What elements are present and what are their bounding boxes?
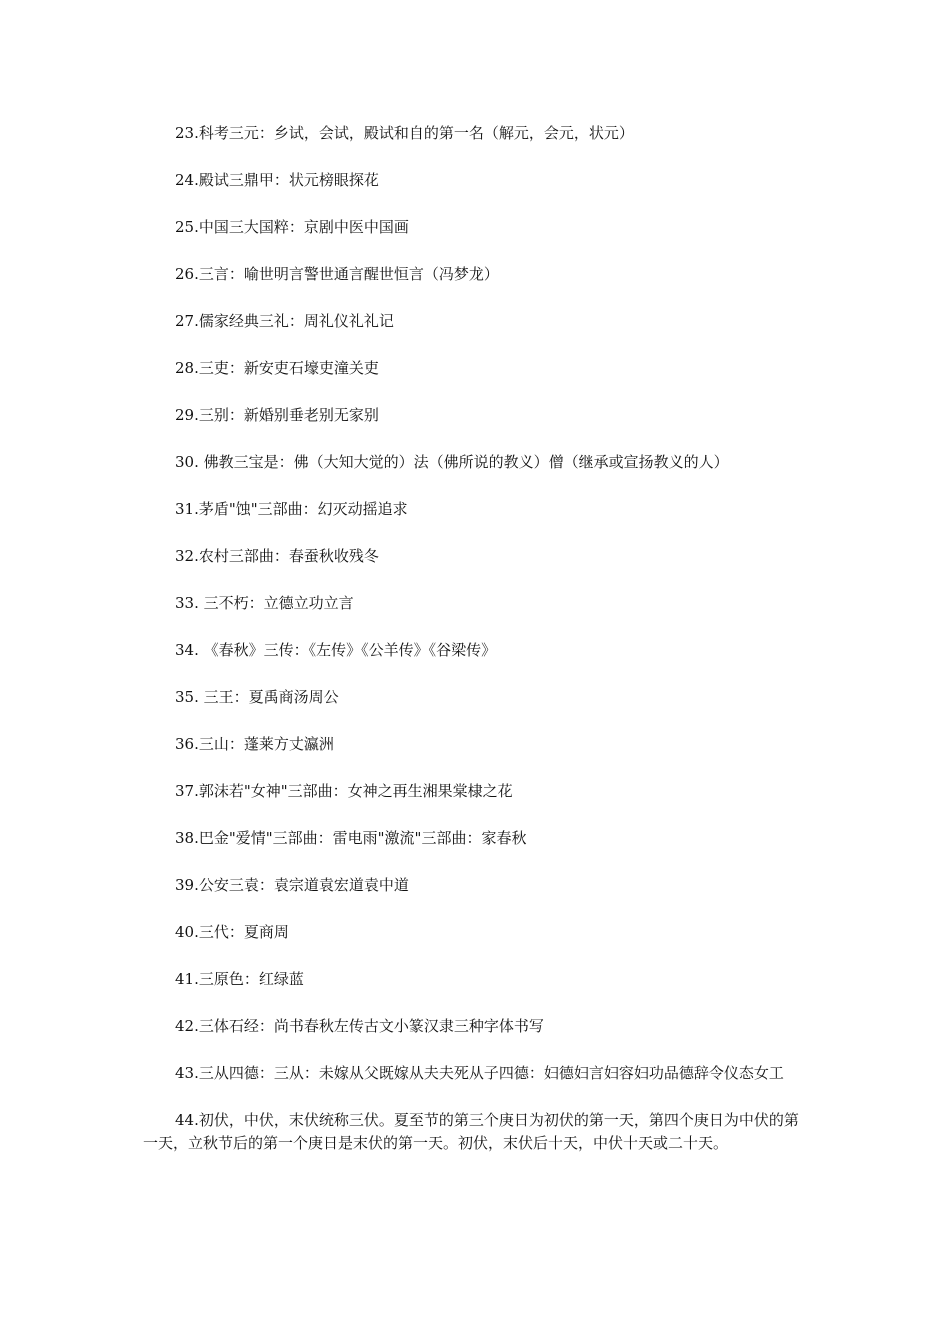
list-item-24: 24.殿试三鼎甲：状元榜眼探花 <box>175 171 379 189</box>
list-item-35: 35. 三王：夏禹商汤周公 <box>175 688 339 706</box>
list-item-41: 41.三原色：红绿蓝 <box>175 970 304 988</box>
list-item-40: 40.三代：夏商周 <box>175 923 289 941</box>
list-item-33: 33. 三不朽：立德立功立言 <box>175 594 354 612</box>
list-item-37: 37.郭沫若"女神"三部曲：女神之再生湘果棠棣之花 <box>175 782 513 800</box>
list-item-34: 34. 《春秋》三传：《左传》《公羊传》《谷梁传》 <box>175 641 497 659</box>
list-item-38: 38.巴金"爱情"三部曲：雷电雨"激流"三部曲：家春秋 <box>175 829 527 847</box>
list-item-39: 39.公安三袁：袁宗道袁宏道袁中道 <box>175 876 409 894</box>
list-item-23: 23.科考三元：乡试，会试，殿试和自的第一名（解元，会元，状元） <box>175 124 634 142</box>
document-body <box>143 122 813 1155</box>
list-item-30: 30. 佛教三宝是：佛（大知大觉的）法（佛所说的教义）僧（继承或宣扬教义的人） <box>175 453 729 471</box>
list-item-43: 43.三从四德：三从：未嫁从父既嫁从夫夫死从子四德：妇德妇言妇容妇功品德辞令仪态女工 <box>175 1064 784 1082</box>
list-item-32: 32.农村三部曲：春蚕秋收残冬 <box>175 547 379 565</box>
list-item-29: 29.三别：新婚别垂老别无家别 <box>175 406 379 424</box>
list-item-44: 44.初伏，中伏，末伏统称三伏。夏至节的第三个庚日为初伏的第一天，第四个庚日为中伏的第一天，立秋节后的第一个庚日是末伏的第一天。初伏，末伏后十天，中伏十天或二十天。 <box>143 1111 799 1152</box>
list-item-36: 36.三山：蓬莱方丈瀛洲 <box>175 735 334 753</box>
list-item-27: 27.儒家经典三礼：周礼仪礼礼记 <box>175 312 394 330</box>
list-item-28: 28.三吏：新安吏石壕吏潼关吏 <box>175 359 379 377</box>
list-item-26: 26.三言：喻世明言警世通言醒世恒言（冯梦龙） <box>175 265 499 283</box>
list-item-25: 25.中国三大国粹：京剧中医中国画 <box>175 218 409 236</box>
list-item-31: 31.茅盾"蚀"三部曲：幻灭动摇追求 <box>175 500 408 518</box>
list-item-42: 42.三体石经：尚书春秋左传古文小篆汉隶三种字体书写 <box>175 1017 544 1035</box>
